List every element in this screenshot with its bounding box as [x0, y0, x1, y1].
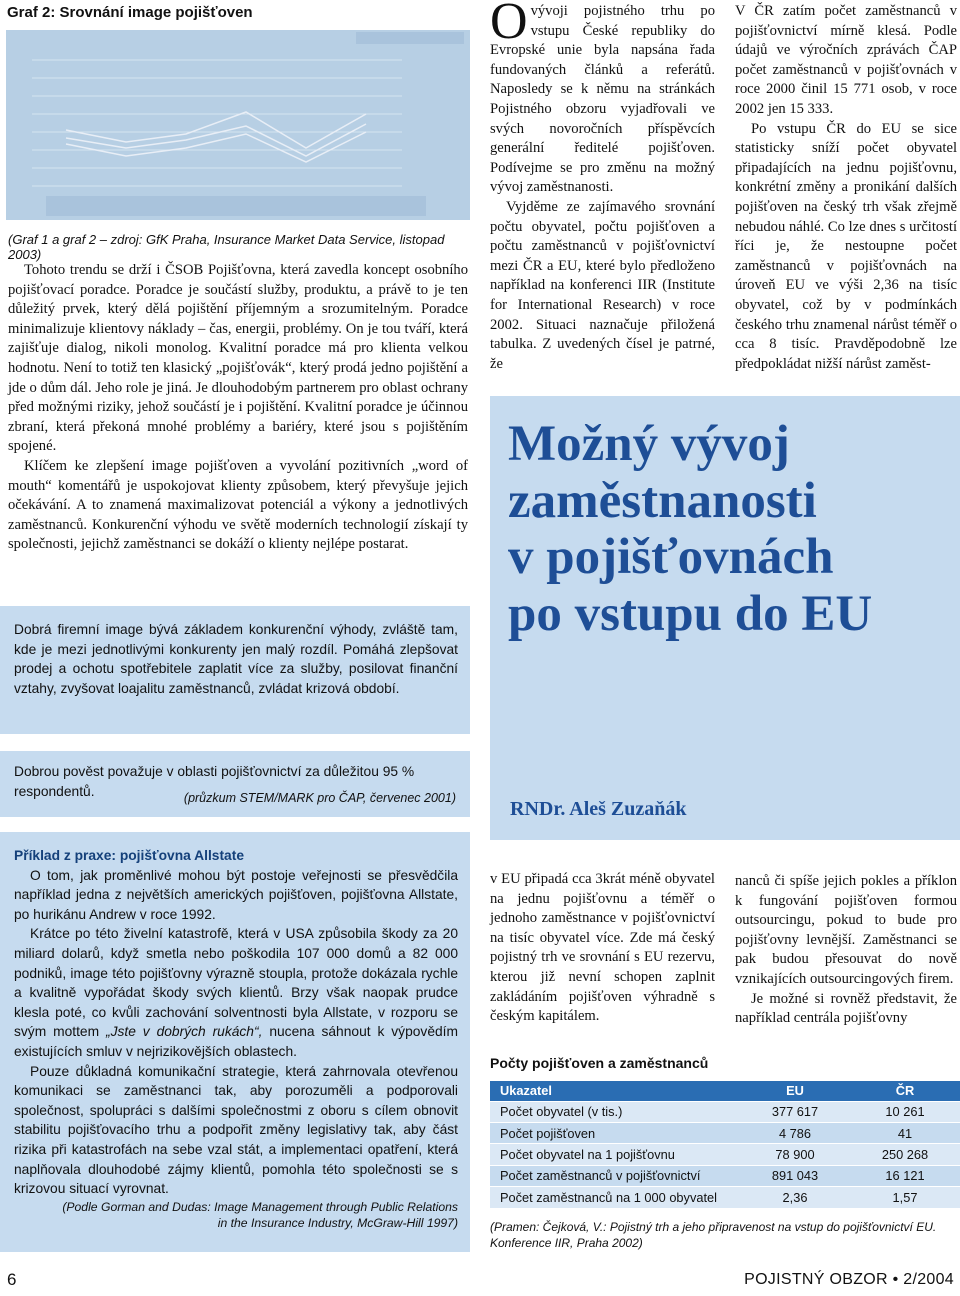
table-cell: 1,57 — [850, 1187, 960, 1208]
allstate-p3: Pouze důkladná komunikační strategie, která zahrnovala otevřenou komunikaci se zaměstnanci tak, aby porozuměli a podporovali společnost, spolupráci s dalšími společnostmi z oboru s cílem obnovit stabilitu pojišťovacího trhu a podpořit změny legislativy tak, aby část rizika při katastrofách na sebe vzal stát, a implementaci opatření, která naplňovala dlouhodobé zájmy klientů, pomohla této společnosti se s krizovou situací vyrovnat. — [14, 1063, 458, 1197]
table-row — [490, 1144, 960, 1165]
allstate-p2a: Krátce po této živelní katastrofě, která v USA způsobila škody za 20 miliard dolarů, když smetla nebo poškodila 107 000 domů a 82 000 podniků, image této pojišťovny výrazně stoupla, protože dokázala rychle a kvalitně vypořádat škody svých klientů. Brzy však naopak prudce klesla poté, co kvůli zachování solventnosti byla Allstate, v rozporu se svým mottem — [14, 926, 458, 1040]
dropcap: O — [490, 0, 528, 50]
table-cell: 41 — [850, 1122, 960, 1143]
table-source: (Pramen: Čejková, V.: Pojistný trh a jeho připravenost na vstup do pojišťovnictví EU. Konference IIR, Praha 2002) — [490, 1220, 937, 1250]
article-col1-first-text: vývoji pojistného trhu po vstupu České republiky do Evropské unie byla napsána řada fundovaných článků a referátů. Naposledy se k němu na stránkách Pojistného obzoru vyjadřovali ve svých novoročních příspěvcích generální ředitelé pojišťoven. Podívejme se pro změnu na možný vývoj zaměstnanosti. — [490, 3, 715, 196]
article-col-1 — [490, 2, 715, 374]
allstate-p2b: nucena sáhnout k výpovědím existujících smluv v nejrizikovějších oblastech. — [14, 1024, 458, 1059]
table-cell: Počet pojišťoven — [490, 1122, 740, 1143]
reputation-text: Dobrou pověst považuje v oblasti pojišťovnictví za důležitou 95 % respondentů. — [14, 764, 415, 799]
left-paragraph-2: Klíčem ke zlepšení image pojišťoven a vyvolání pozitivních „word of mouth“ komentářů je uspokojovat klienty způsobem, který převyšuje jejich očekávání. A to znamená maximalizovat potenciál a výkony a jednotlivých zaměstnanců. Konkurenční výhodu ve světě moderních technologií získají ty společnosti, jejichž zaměstnanci se dokáží o klienty nejlépe postarat. — [8, 457, 468, 553]
table-header-cell: EU — [786, 1083, 804, 1099]
headline-box — [490, 396, 960, 840]
graf2-caption: (Graf 1 a graf 2 – zdroj: GfK Praha, Insurance Market Data Service, listopad 2003) — [8, 232, 445, 262]
table-header-cell: Ukazatel — [500, 1083, 552, 1099]
table-cell: Počet zaměstnanců na 1 000 obyvatel — [490, 1187, 740, 1208]
table-title: Počty pojišťoven a zaměstnanců — [490, 1055, 709, 1071]
author: RNDr. Aleš Zuzaňák — [510, 798, 687, 820]
table-cell: 2,36 — [740, 1187, 850, 1208]
article-col1-first — [490, 2, 715, 198]
graf2-chart-placeholder — [6, 30, 470, 220]
article-col-2 — [735, 2, 957, 374]
headline — [508, 416, 872, 642]
table-cell: Počet obyvatel (v tis.) — [490, 1101, 740, 1122]
article-col-4 — [735, 872, 957, 1029]
allstate-motto: „Jste v dobrých rukách“, — [106, 1024, 263, 1040]
left-paragraph-1: Tohoto trendu se drží i ČSOB Pojišťovna, která zavedla koncept osobního pojišťovací poradce. Poradce je součástí služby, produktu, a právě to je ten důležitý prvek, který dělá pojištění příjemným a srozumitelným. Poradce minimalizuje klientovy náklady – čas, energii, problémy. On je tou tváří, která zajišťuje dialog, nikoli monolog. Kvalitní poradce má pro klienta velkou hodnotu. Není to totiž ten klasický „pojišťovák“, který prodá jedno pojištění a jde o dům dál. Jeho role je jiná. Je dlouhodobým partnerem pro oblast ochrany před možnými riziky, jehož součástí je i pojištění. Kvalitní poradce je účinnou zbraní, která překoná mnohé problémy a bariéry, které jsou s pojištěním spojené. — [8, 262, 468, 455]
table-row — [490, 1122, 960, 1143]
article-col4b-text: Je možné si rovněž představit, že například centrála pojišťovny — [735, 990, 957, 1027]
allstate-source-2: in the Insurance Industry, McGraw-Hill 1997) — [217, 1215, 458, 1230]
allstate-p1: O tom, jak proměnlivé mohou být postoje veřejnosti se přesvědčila například jedna z největších amerických pojišťoven, pojišťovna Allstate, po hurikánu Andrew v roce 1992. — [14, 867, 458, 922]
table-cell: 4 786 — [740, 1122, 850, 1143]
headline-line-4: po vstupu do EU — [508, 585, 873, 642]
article-col1-second: Vyjděme ze zajímavého srovnání počtu obyvatel, počtu pojišťoven a počtu zaměstnanců v pojišťovnictví mezi ČR a EU, které bylo předloženo například na konferenci IIR (Institute for International Research) v roce 2002. Situaci naznačuje přiložená tabulka. Z uvedených čísel je patrné, že — [490, 198, 715, 372]
headline-line-3: v pojišťovnách — [508, 529, 834, 585]
table-cell: 10 261 — [850, 1101, 960, 1122]
page-number: 6 — [7, 1270, 17, 1289]
reputation-source: (průzkum STEM/MARK pro ČAP, červenec 2001) — [183, 791, 456, 805]
table-cell: Počet zaměstnanců v pojišťovnictví — [490, 1165, 740, 1186]
table-cell: 16 121 — [850, 1165, 960, 1186]
article-col2-second: Po vstupu ČR do EU se sice statisticky sníží počet obyvatel připadajících na jednu pojišťovnu, konkrétní změny a pronikání dalších pojišťoven na český trh však zřejmě nebudou náhlé. Co lze dnes s určitostí říci je, že nestoupne počet zaměstnanců v pojišťovnách na úroveň EU ve výši 2,36 na tisíc obyvatel, což by v podmínkách českého trhu znamenal nárůst téměř o cca 8 tisíc. Pravděpodobně lze předpokládat nižší nárůst zaměst- — [735, 120, 957, 372]
table-cell: 377 617 — [740, 1101, 850, 1122]
left-body — [8, 261, 468, 555]
headline-line-1: Možný vývoj — [508, 416, 790, 472]
reputation-box — [0, 751, 470, 817]
article-col3-text: v EU připadá cca 3krát méně obyvatel na jednu pojišťovnu a téměř o jednoho zaměstnance v pojišťovnictví na tisíc obyvatel více. Zde má český pojistný trh ve srovnání s EU rezervu, kterou již nevní schopen zaplnit zakládáním pojišťoven výhradně s českým kapitálem. — [490, 871, 715, 1025]
table-row — [490, 1187, 960, 1208]
table-row — [490, 1101, 960, 1122]
table-header-cell: ČR — [895, 1083, 915, 1099]
allstate-box — [0, 832, 470, 1252]
table-row — [490, 1165, 960, 1186]
article-col-3 — [490, 870, 715, 1027]
image-box — [0, 606, 470, 734]
table-cell: 250 268 — [850, 1144, 960, 1165]
allstate-source-1: (Podle Gorman and Dudas: Image Management through Public Relations — [62, 1199, 458, 1214]
headline-line-2: zaměstnanosti — [508, 472, 817, 529]
counts-table — [490, 1081, 960, 1208]
table-cell: Počet obyvatel na 1 pojišťovnu — [490, 1144, 740, 1165]
article-col2-first: V ČR zatím počet zaměstnanců v pojišťovnictví mírně klesá. Podle údajů ve výročních zprávách ČAP počet zaměstnanců v pojišťovnách v roce 2000 činil 15 771 osob, v roce 2002 jen 15 333. — [735, 3, 957, 117]
allstate-p2 — [14, 924, 458, 1061]
graf2-title: Graf 2: Srovnání image pojišťoven — [7, 4, 253, 21]
allstate-title: Příklad z praxe: pojišťovna Allstate — [14, 848, 244, 863]
graf2-chart-image — [6, 30, 470, 220]
magazine-footer: POJISTNÝ OBZOR • 2/2004 — [744, 1271, 954, 1288]
table-header-row — [490, 1081, 960, 1101]
table-cell: 891 043 — [740, 1165, 850, 1186]
table-cell: 78 900 — [740, 1144, 850, 1165]
article-col4-text: nanců či spíše jejich pokles a příklon k fungování pojišťoven formou outsourcingu, pokud to bude pro pojišťovny levnější. Zaměstnanci se pak budou přesouvat do nově vznikajících outsourcingových firem. — [735, 873, 957, 987]
image-box-text: Dobrá firemní image bývá základem konkurenční výhody, zvláště tam, kde je mezi jednotlivými konkurenty jen malý rozdíl. Pomáhá zlepšovat prodej a ochotu spotřebitele zaplatit více za služby, posilovat finanční vztahy, zvyšovat loajalitu zaměstnanců, zvládat krizová období. — [14, 622, 458, 696]
